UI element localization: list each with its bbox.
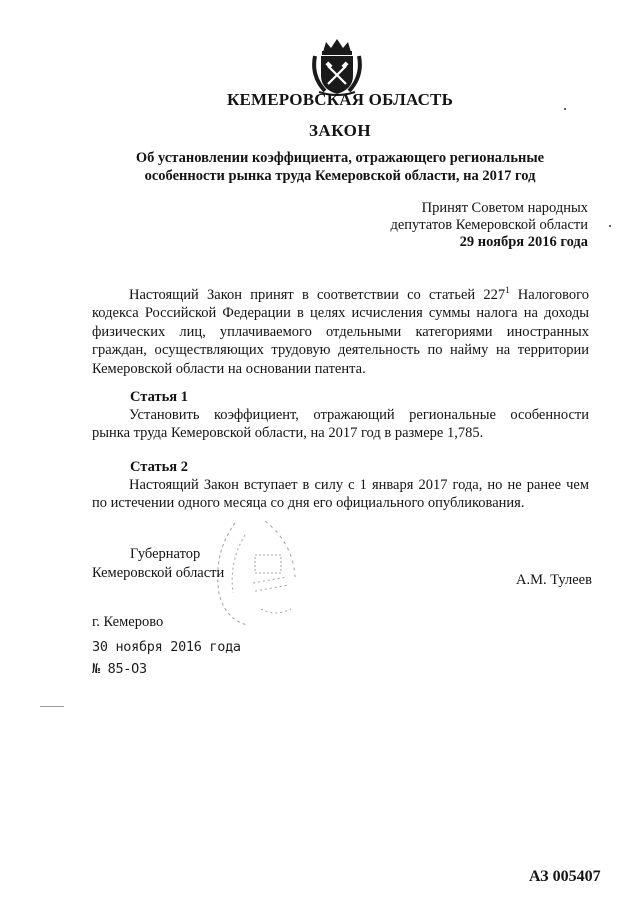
preamble-line: Кемеровской области на основании патента.: [92, 360, 366, 377]
preamble-line: физических лиц, уплачиваемого отдельными категориями иностранных: [92, 323, 589, 340]
preamble-paragraph: [92, 286, 589, 378]
article-2-text: [92, 476, 589, 513]
scan-speck: [609, 225, 611, 227]
blank-serial-number: АЗ 005407: [529, 868, 601, 885]
adoption-block: [390, 200, 588, 251]
kemerovo-coat-of-arms-icon: [309, 36, 365, 96]
law-subject: [0, 149, 640, 185]
preamble-line: граждан, осуществляющих трудовую деятельность по найму на территории: [92, 342, 589, 359]
margin-mark: [40, 706, 64, 707]
document-type-title: ЗАКОН: [308, 121, 372, 140]
law-number: № 85-ОЗ: [92, 661, 147, 677]
law-subject-line: особенности рынка труда Кемеровской области, на 2017 год: [144, 168, 536, 184]
scan-speck: [564, 108, 566, 110]
place-of-signing: г. Кемерово: [92, 614, 164, 630]
adoption-line: депутатов Кемеровской области: [390, 217, 588, 233]
adoption-line: Принят Советом народных: [421, 200, 588, 216]
governor-title: [92, 545, 224, 582]
region-title: КЕМЕРОВСКАЯ ОБЛАСТЬ: [226, 90, 454, 109]
preamble-text: Настоящий Закон принят в соответствии со статьей 227: [129, 287, 506, 303]
adoption-date: 29 ноября 2016 года: [459, 234, 588, 250]
law-subject-line: Об установлении коэффициента, отражающего региональные: [135, 150, 545, 166]
typed-date: 30 ноября 2016 года: [92, 639, 241, 655]
governor-title-line: Кемеровской области: [92, 564, 225, 581]
preamble-line: [92, 286, 589, 304]
preamble-text: Налогового: [509, 287, 589, 303]
article-line: по истечении одного месяца со дня его официального опубликования.: [92, 495, 525, 512]
article-line: рынка труда Кемеровской области, на 2017 год в размере 1,785.: [92, 425, 484, 442]
governor-name: А.М. Тулеев: [516, 572, 592, 588]
article-1-heading: Статья 1: [130, 389, 188, 405]
preamble-line: кодекса Российской Федерации в целях исчисления суммы налога на доходы: [92, 305, 589, 322]
governor-title-line: Губернатор: [130, 546, 201, 562]
article-line: Настоящий Закон вступает в силу с 1 января 2017 года, но не ранее чем: [129, 477, 589, 493]
article-1-text: [92, 406, 589, 443]
article-line: Установить коэффициент, отражающий региональные особенности: [129, 407, 589, 423]
article-2-heading: Статья 2: [130, 459, 188, 475]
superscript: 1: [505, 285, 510, 295]
